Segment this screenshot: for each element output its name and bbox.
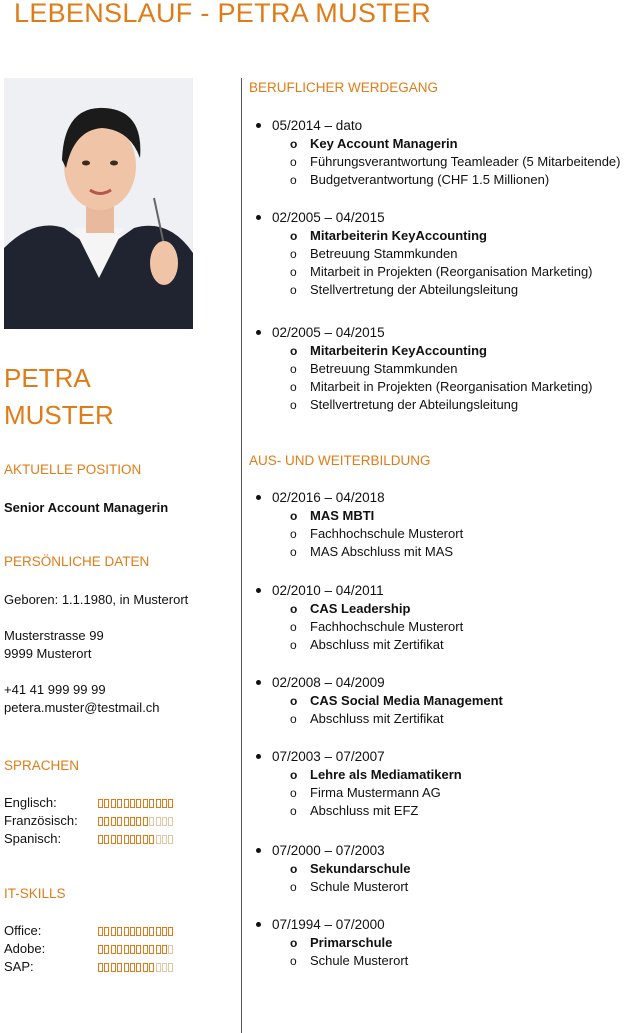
education-date: 07/1994 – 07/2000: [254, 916, 408, 934]
level-box: [117, 835, 122, 844]
education-entry: [254, 748, 462, 820]
level-box: [130, 927, 135, 936]
level-box: [168, 835, 173, 844]
education-entry: [254, 674, 503, 728]
career-title: o Key Account Managerin: [254, 135, 620, 153]
education-date: 02/2008 – 04/2009: [254, 674, 503, 692]
education-entry: [254, 916, 408, 970]
level-box: [156, 799, 161, 808]
level-box: [111, 927, 116, 936]
career-detail: o Betreuung Stammkunden: [254, 245, 593, 263]
language-level-bar: [98, 835, 174, 844]
education-entry: [254, 842, 410, 896]
language-label: Englisch:: [4, 795, 57, 810]
level-box: [104, 927, 109, 936]
level-box: [124, 927, 129, 936]
education-date: 07/2000 – 07/2003: [254, 842, 410, 860]
level-box: [130, 963, 135, 972]
last-name: MUSTER: [4, 400, 114, 430]
education-entry: [254, 489, 463, 561]
education-detail: o Abschluss mit EFZ: [254, 802, 462, 820]
education-detail: o Firma Mustermann AG: [254, 784, 462, 802]
level-box: [130, 835, 135, 844]
level-box: [162, 945, 167, 954]
level-box: [168, 799, 173, 808]
career-detail: o Mitarbeit in Projekten (Reorganisation Marketing): [254, 378, 593, 396]
career-date: 02/2005 – 04/2015: [254, 209, 593, 227]
position-value: Senior Account Managerin: [4, 500, 169, 515]
level-box: [124, 945, 129, 954]
level-box: [156, 963, 161, 972]
level-box: [136, 927, 141, 936]
level-box: [156, 817, 161, 826]
position-heading: AKTUELLE POSITION: [4, 462, 142, 477]
level-box: [104, 963, 109, 972]
education-detail: o Fachhochschule Musterort: [254, 618, 463, 636]
level-box: [124, 835, 129, 844]
language-level-bar: [98, 817, 174, 826]
level-box: [143, 835, 148, 844]
level-box: [111, 799, 116, 808]
level-box: [136, 817, 141, 826]
career-detail: o Stellvertretung der Abteilungsleitung: [254, 396, 593, 414]
level-box: [136, 945, 141, 954]
education-entry: [254, 582, 463, 654]
level-box: [117, 817, 122, 826]
education-detail: o MAS Abschluss mit MAS: [254, 543, 463, 561]
it-skill-label: Adobe:: [4, 941, 46, 956]
level-box: [130, 799, 135, 808]
level-box: [156, 927, 161, 936]
level-box: [117, 945, 122, 954]
career-detail: o Betreuung Stammkunden: [254, 360, 593, 378]
level-box: [143, 945, 148, 954]
level-box: [124, 963, 129, 972]
level-box: [104, 945, 109, 954]
education-heading: AUS- UND WEITERBILDUNG: [249, 453, 431, 468]
born-text: Geboren: 1.1.1980, in Musterort: [4, 592, 189, 607]
career-title: o Mitarbeiterin KeyAccounting: [254, 227, 593, 245]
career-date: 02/2005 – 04/2015: [254, 324, 593, 342]
it-skill-level-bar: [98, 963, 174, 972]
career-detail: o Führungsverantwortung Teamleader (5 Mitarbeitende): [254, 153, 620, 171]
education-detail: o Schule Musterort: [254, 952, 408, 970]
level-box: [168, 927, 173, 936]
career-entry: [254, 209, 593, 299]
career-entry: [254, 324, 593, 414]
city-text: 9999 Musterort: [4, 646, 92, 661]
career-detail: o Stellvertretung der Abteilungsleitung: [254, 281, 593, 299]
education-title: o CAS Leadership: [254, 600, 463, 618]
level-box: [98, 927, 103, 936]
language-label: Französisch:: [4, 813, 78, 828]
career-detail: o Budgetverantwortung (CHF 1.5 Millionen): [254, 171, 620, 189]
phone-text: +41 41 999 99 99: [4, 682, 106, 697]
language-level-bar: [98, 799, 174, 808]
level-box: [149, 945, 154, 954]
level-box: [117, 963, 122, 972]
education-date: 07/2003 – 07/2007: [254, 748, 462, 766]
level-box: [111, 835, 116, 844]
level-box: [162, 835, 167, 844]
level-box: [124, 817, 129, 826]
level-box: [162, 927, 167, 936]
level-box: [98, 963, 103, 972]
level-box: [117, 799, 122, 808]
page-title: LEBENSLAUF - PETRA MUSTER: [14, 0, 432, 28]
level-box: [149, 927, 154, 936]
level-box: [104, 817, 109, 826]
level-box: [111, 817, 116, 826]
level-box: [149, 799, 154, 808]
level-box: [143, 927, 148, 936]
level-box: [162, 963, 167, 972]
email-text: petera.muster@testmail.ch: [4, 700, 160, 715]
education-detail: o Abschluss mit Zertifikat: [254, 636, 463, 654]
education-title: o CAS Social Media Management: [254, 692, 503, 710]
column-divider: [241, 78, 242, 1033]
profile-photo: [4, 78, 193, 329]
career-entry: [254, 117, 620, 189]
level-box: [156, 945, 161, 954]
education-detail: o Schule Musterort: [254, 878, 410, 896]
level-box: [143, 817, 148, 826]
level-box: [104, 799, 109, 808]
career-date: 05/2014 – dato: [254, 117, 620, 135]
name-block: [4, 360, 114, 434]
level-box: [98, 817, 103, 826]
level-box: [162, 817, 167, 826]
education-detail: o Fachhochschule Musterort: [254, 525, 463, 543]
education-title: o Primarschule: [254, 934, 408, 952]
level-box: [168, 945, 173, 954]
level-box: [143, 799, 148, 808]
education-detail: o Abschluss mit Zertifikat: [254, 710, 503, 728]
level-box: [149, 835, 154, 844]
portrait-illustration: [4, 78, 193, 329]
education-title: o Sekundarschule: [254, 860, 410, 878]
level-box: [104, 835, 109, 844]
first-name: PETRA: [4, 363, 91, 393]
it-heading: IT-SKILLS: [4, 886, 66, 901]
level-box: [98, 945, 103, 954]
career-detail: o Mitarbeit in Projekten (Reorganisation Marketing): [254, 263, 593, 281]
education-title: o MAS MBTI: [254, 507, 463, 525]
it-skill-level-bar: [98, 945, 174, 954]
language-label: Spanisch:: [4, 831, 62, 846]
it-skill-label: SAP:: [4, 959, 34, 974]
level-box: [168, 817, 173, 826]
personal-heading: PERSÖNLICHE DATEN: [4, 554, 150, 569]
level-box: [130, 945, 135, 954]
it-skill-label: Office:: [4, 923, 42, 938]
level-box: [156, 835, 161, 844]
level-box: [136, 835, 141, 844]
level-box: [117, 927, 122, 936]
level-box: [111, 945, 116, 954]
level-box: [143, 963, 148, 972]
career-heading: BERUFLICHER WERDEGANG: [249, 80, 439, 95]
level-box: [98, 799, 103, 808]
level-box: [149, 963, 154, 972]
languages-heading: SPRACHEN: [4, 758, 80, 773]
level-box: [136, 799, 141, 808]
level-box: [98, 835, 103, 844]
level-box: [168, 963, 173, 972]
level-box: [111, 963, 116, 972]
education-date: 02/2010 – 04/2011: [254, 582, 463, 600]
level-box: [130, 817, 135, 826]
education-title: o Lehre als Mediamatikern: [254, 766, 462, 784]
level-box: [136, 963, 141, 972]
career-title: o Mitarbeiterin KeyAccounting: [254, 342, 593, 360]
level-box: [124, 799, 129, 808]
level-box: [149, 817, 154, 826]
street-text: Musterstrasse 99: [4, 628, 104, 643]
level-box: [162, 799, 167, 808]
education-date: 02/2016 – 04/2018: [254, 489, 463, 507]
it-skill-level-bar: [98, 927, 174, 936]
